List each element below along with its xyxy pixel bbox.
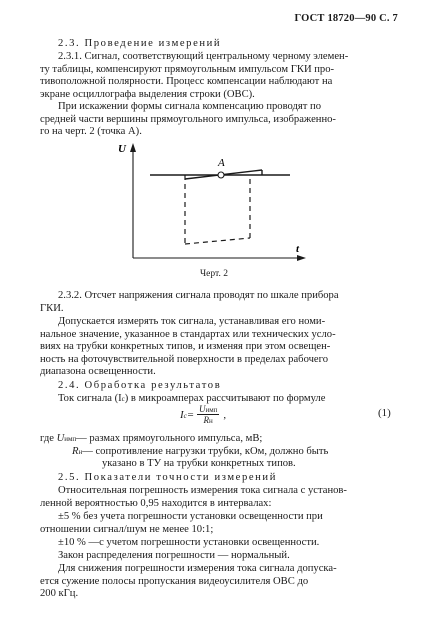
formula-1: Iс= $\frac{\text{Uимп}}{Rн}$ , — [180, 404, 227, 425]
section-2-5-title: 2.5. Показатели точности измерений — [58, 472, 277, 483]
page-header: ГОСТ 18720—90 С. 7 — [294, 13, 398, 24]
figure-caption: Черт. 2 — [200, 269, 228, 279]
interval-5-percent: ±5 % без учета погрешности установки освещенности при отношении сигнал/шум не менее 10:1; — [40, 511, 323, 535]
pulse-bottom-dashed — [185, 238, 250, 244]
y-axis-label: U — [118, 143, 126, 155]
x-axis-label: t — [296, 243, 300, 255]
paragraph-allowed: Допускается измерять ток сигнала, устанавливая его номи- нальное значение, указанное в стандартах или технических усло- виях на трубки конкретных типов, и изменяя при этом освещен- ность на фоточувствительной поверхности в пределах рабочего диапазона освещенности. — [40, 316, 336, 378]
point-a-label: A — [218, 157, 225, 169]
interval-10-percent: ±10 % —с учетом погрешности установки освещенности. — [58, 537, 320, 548]
point-a-marker — [218, 172, 224, 178]
section-2-4-title: 2.4. Обработка результатов — [58, 380, 222, 391]
paragraph-2-3-2: 2.3.2. Отсчет напряжения сигнала проводят по шкале прибора ГКИ. — [40, 290, 339, 314]
section-2-3-title: 2.3. Проведение измерений — [58, 38, 222, 49]
distribution-law: Закон распределения погрешности — нормальный. — [58, 550, 290, 561]
y-axis-arrow — [130, 143, 136, 152]
paragraph-accuracy: Относительная погрешность измерения тока сигнала с установ- ленной вероятностью 0,95 находится в интервалах: — [40, 485, 347, 509]
figure-2-diagram — [110, 138, 310, 268]
x-axis-arrow — [297, 255, 306, 261]
paragraph-2-3-1: 2.3.1. Сигнал, соответствующий центральному черному элемен- ту таблицы, компенсируют прямоугольным импульсом ГКИ про- тивоположной полярности. Процесс компенсации наблюдают на экране осциллографа выделения строки (ОВС). — [40, 51, 349, 100]
paragraph-distortion: При искажении формы сигнала компенсацию проводят по средней части вершины прямоугольного импульса, изображенно- го на черт. 2 (точка А). — [40, 101, 336, 138]
formula-fraction: $\frac{\text{Uимп}}{Rн}$ — [198, 404, 218, 425]
formula-legend: где Uимп— размах прямоугольного импульса, мВ; Rн— сопротивление нагрузки трубки, кОм, должно быть указано в ТУ на трубки конкретных типов. — [40, 433, 329, 470]
formula-intro: Ток сигнала (Iс) в микроамперах рассчитывают по формуле — [58, 393, 326, 404]
formula-number: (1) — [378, 407, 391, 419]
paragraph-reduce-error: Для снижения погрешности измерения тока сигнала допуска- ется сужение полосы пропускания видеоусилителя ОВС до 200 кГц. — [40, 563, 337, 600]
